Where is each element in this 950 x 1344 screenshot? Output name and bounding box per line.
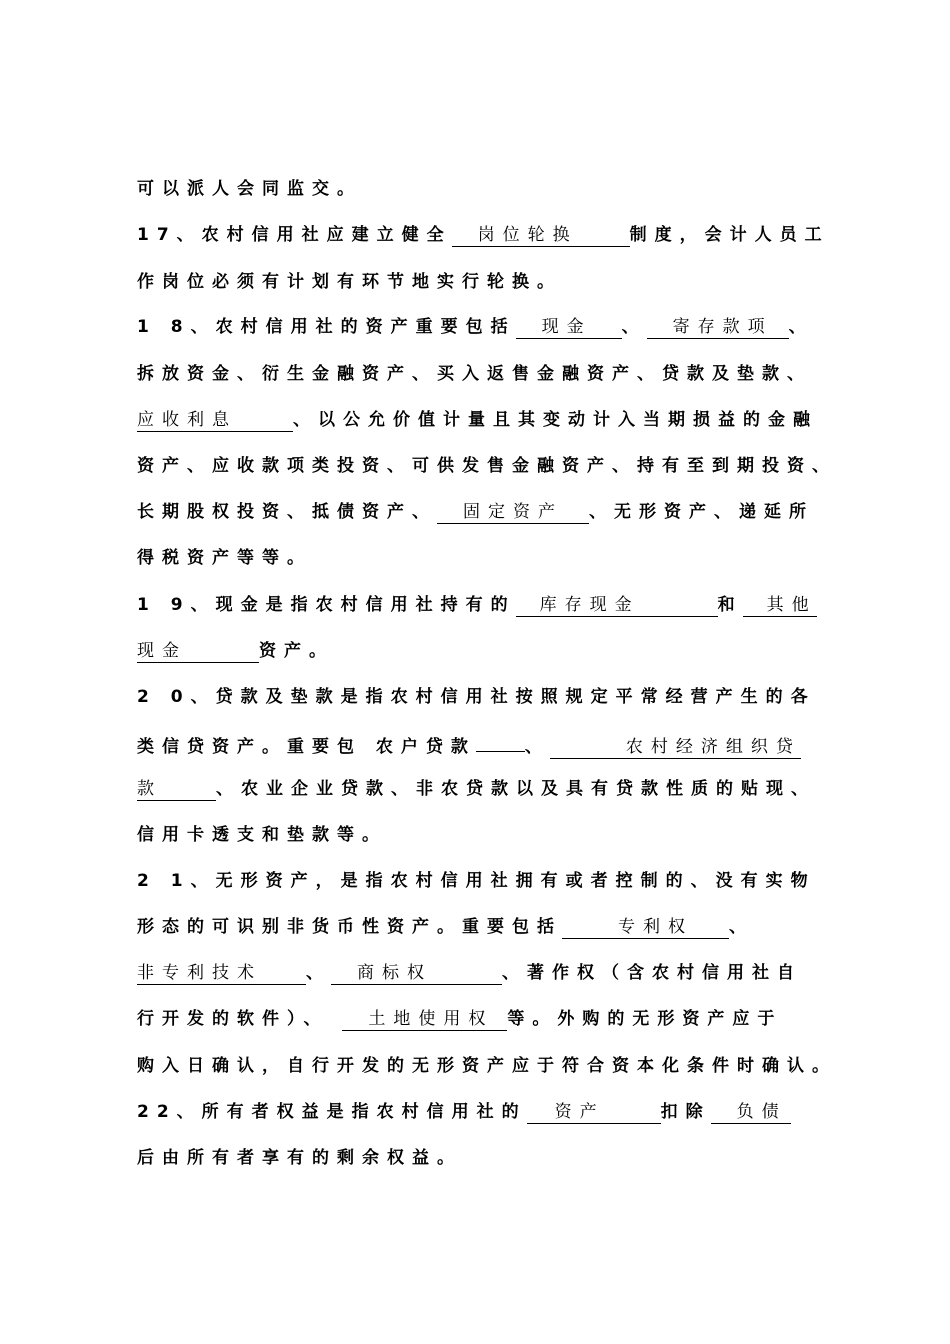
fill-in-blank-answer: 其他 [743, 594, 817, 617]
text-line [137, 729, 837, 757]
fill-in-blank-answer: 专利权 [562, 916, 729, 939]
text-segment: 、农业企业贷款、非农贷款以及具有贷款性质的贴现、 [216, 779, 816, 799]
text-segment: 、 [621, 317, 647, 337]
fill-in-blank-answer: 现金 [516, 316, 622, 339]
text-line [137, 821, 837, 849]
fill-in-blank-answer [476, 729, 525, 752]
text-segment: 扣除 [660, 1102, 711, 1122]
text-line [137, 452, 837, 480]
text-segment: 可以派人会同监交。 [137, 179, 362, 199]
fill-in-blank-answer: 现金 [137, 640, 259, 663]
fill-in-blank-answer: 固定资产 [437, 501, 589, 524]
text-line [137, 591, 837, 619]
fill-in-blank-answer: 负债 [711, 1101, 791, 1124]
text-line [137, 406, 837, 434]
text-line [137, 1098, 837, 1126]
text-segment: 拆放资金、衍生金融资产、买入返售金融资产、贷款及垫款、 [137, 364, 812, 384]
text-segment: 作岗位必须有计划有环节地实行轮换。 [137, 272, 562, 292]
text-segment: 、无形资产、递延所 [589, 502, 814, 522]
fill-in-blank-answer: 寄存款项 [647, 316, 789, 339]
text-segment: 、 [306, 963, 331, 983]
text-segment: 和 [717, 595, 743, 615]
text-line [137, 360, 837, 388]
text-line [137, 268, 837, 296]
text-segment: 、 [788, 317, 814, 337]
text-line [137, 544, 837, 572]
text-segment: 购入日确认，自行开发的无形资产应于符合资本化条件时确认。 [137, 1056, 837, 1076]
text-line [137, 683, 837, 711]
text-line [137, 498, 837, 526]
text-segment: 、 [524, 737, 550, 757]
text-line [137, 175, 837, 203]
text-segment: 制度，会计人员工 [629, 225, 830, 245]
text-segment: 2 1、无形资产，是指农村信用社拥有或者控制的、没有实物 [137, 871, 816, 891]
fill-in-blank-answer: 土地使用权 [342, 1008, 507, 1031]
text-line [137, 867, 837, 895]
fill-in-blank-answer: 资产 [527, 1101, 661, 1124]
text-line [137, 1005, 837, 1033]
text-segment: 行开发的软件）、 [137, 1009, 343, 1029]
text-segment: 、 [729, 917, 754, 937]
text-segment: 22、所有者权益是指农村信用社的 [137, 1102, 527, 1122]
text-segment: 、著作权（含农村信用社自 [502, 963, 802, 983]
text-line [137, 775, 837, 803]
text-segment: 类信贷资产。重要包 农户贷款 [137, 737, 476, 757]
text-line [137, 959, 837, 987]
text-segment: 17、农村信用社应建立健全 [137, 225, 452, 245]
text-segment: 得税资产等等。 [137, 548, 312, 568]
fill-in-blank-answer: 非专利技术 [137, 962, 306, 985]
text-segment: 长期股权投资、抵债资产、 [137, 502, 437, 522]
text-segment: 1 8、农村信用社的资产重要包括 [137, 317, 516, 337]
fill-in-blank-answer: 应收利息 [137, 409, 293, 432]
fill-in-blank-answer: 岗位轮换 [452, 224, 630, 247]
text-line [137, 913, 837, 941]
fill-in-blank-answer: 款 [137, 778, 216, 801]
fill-in-blank-answer: 商标权 [331, 962, 502, 985]
text-segment: 资产、应收款项类投资、可供发售金融资产、持有至到期投资、 [137, 456, 837, 476]
text-segment: 2 0、贷款及垫款是指农村信用社按照规定平常经营产生的各 [137, 687, 816, 707]
fill-in-blank-answer: 库存现金 [516, 594, 718, 617]
text-line [137, 313, 837, 341]
text-segment: 形态的可识别非货币性资产。重要包括 [137, 917, 562, 937]
text-line [137, 221, 837, 249]
text-segment: 后由所有者享有的剩余权益。 [137, 1148, 462, 1168]
text-segment: 1 9、现金是指农村信用社持有的 [137, 595, 516, 615]
fill-in-blank-answer: 农村经济组织贷 [550, 736, 801, 759]
text-segment: 等。外购的无形资产应于 [507, 1009, 783, 1029]
text-segment: 信用卡透支和垫款等。 [137, 825, 387, 845]
text-segment: 、以公允价值计量且其变动计入当期损益的金融 [293, 410, 818, 430]
text-line [137, 1052, 837, 1080]
text-line [137, 1144, 837, 1172]
text-segment: 资产。 [259, 641, 334, 661]
text-line [137, 637, 837, 665]
